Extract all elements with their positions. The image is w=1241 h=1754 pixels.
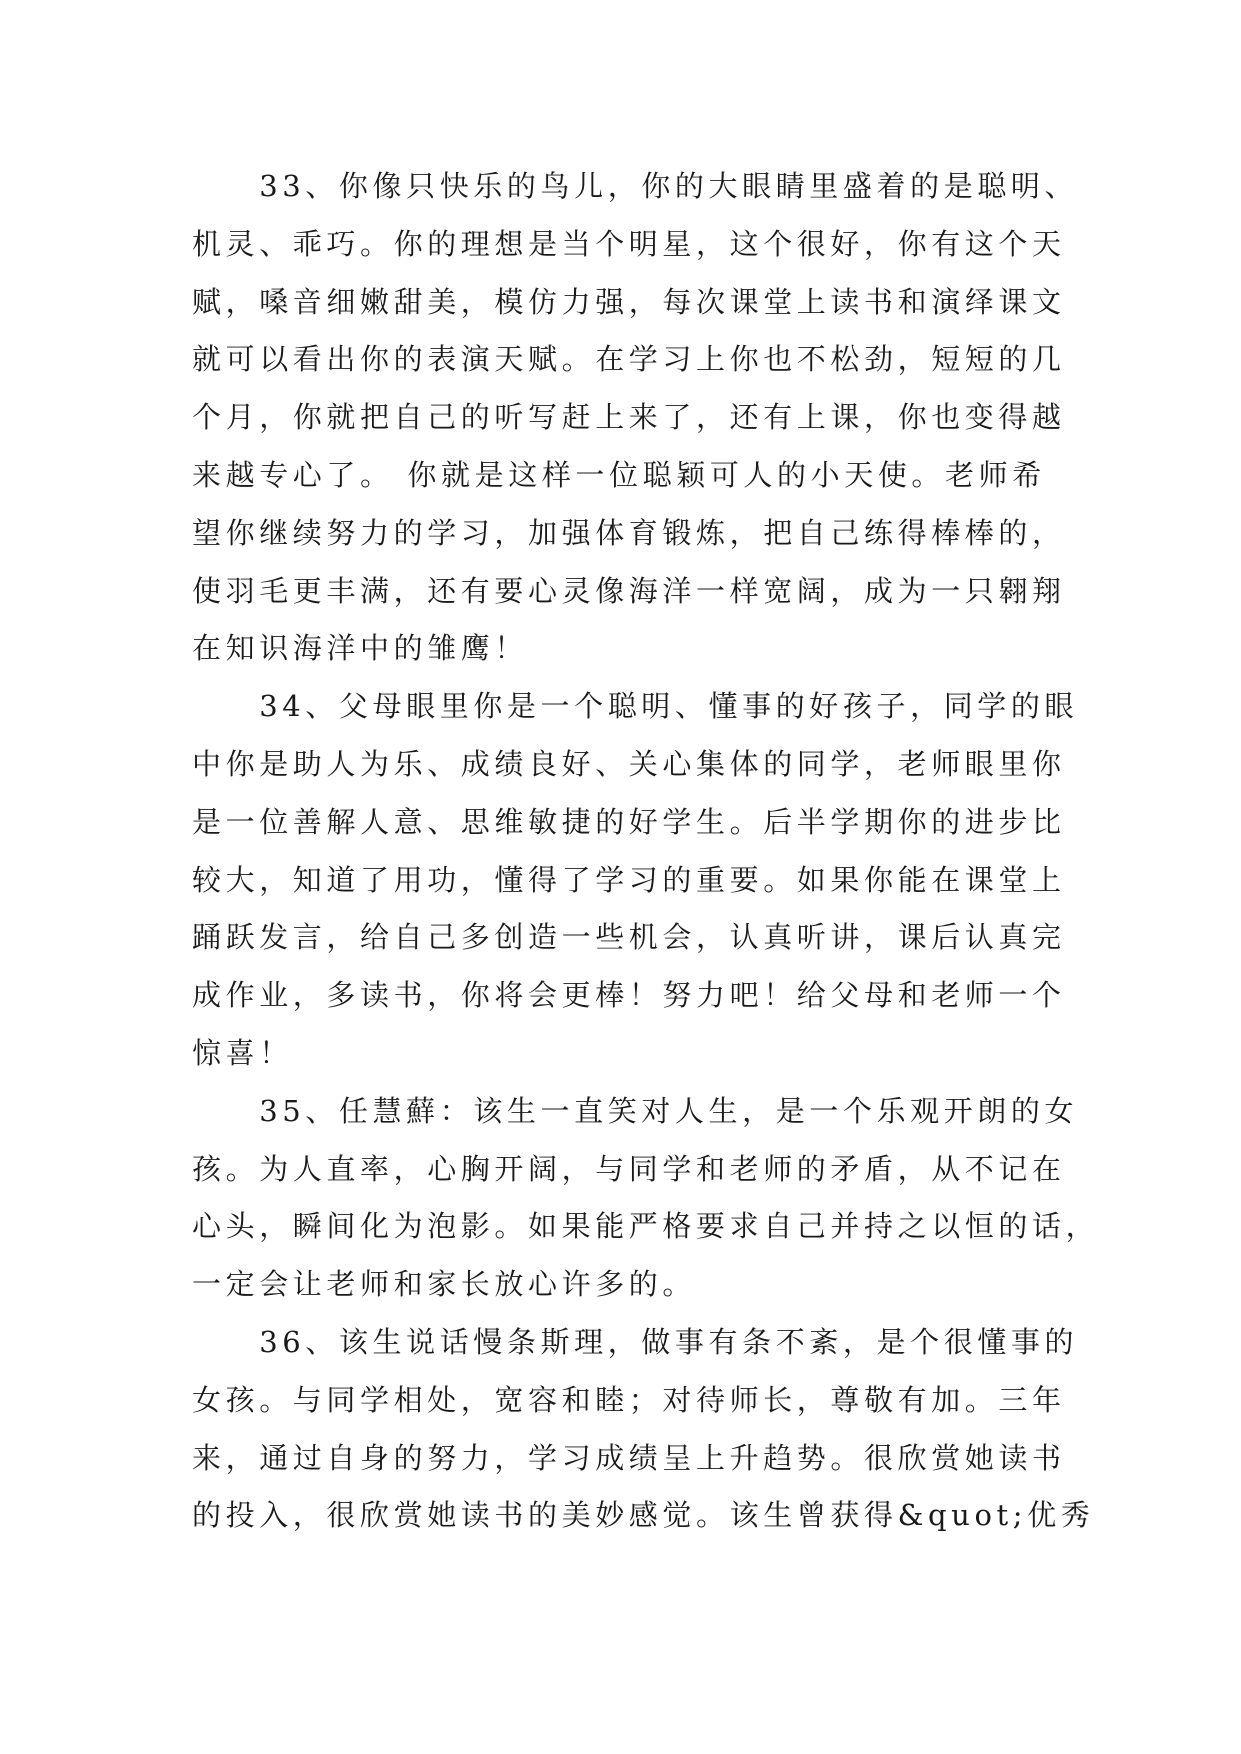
paragraph-33: [192, 158, 1079, 678]
text-line: 惊喜！: [192, 1035, 293, 1070]
text-line: 赋，嗓音细嫩甜美，模仿力强，每次课堂上读书和演绎课文: [192, 284, 1066, 319]
text-line: 33、你像只快乐的鸟儿，你的大眼睛里盛着的是聪明、: [192, 169, 1079, 203]
text-line: 孩。为人直率，心胸开阔，与同学和老师的矛盾，从不记在: [192, 1151, 1066, 1186]
text-line: 心头，瞬间化为泡影。如果能严格要求自己并持之以恒的话，: [192, 1209, 1100, 1244]
paragraph-36: [192, 1314, 1095, 1545]
text-line: 34、父母眼里你是一个聪明、懂事的好孩子，同学的眼: [192, 689, 1079, 724]
text-line: 成作业，多读书，你将会更棒！努力吧！给父母和老师一个: [192, 978, 1066, 1013]
text-line: 就可以看出你的表演天赋。在学习上你也不松劲，短短的几: [192, 342, 1066, 377]
paragraph-34: [192, 678, 1079, 1083]
text-line: 踊跃发言，给自己多创造一些机会，认真听讲，课后认真完: [192, 920, 1066, 955]
text-line: 较大，知道了用功，懂得了学习的重要。如果你能在课堂上: [192, 862, 1066, 897]
text-line: 来，通过自身的努力，学习成绩呈上升趋势。很欣赏她读书: [192, 1440, 1066, 1475]
paragraph-35: [192, 1083, 1100, 1314]
text-line: 个月，你就把自己的听写赶上来了，还有上课，你也变得越: [192, 400, 1066, 435]
text-line: 35、任慧蘚：该生一直笑对人生，是一个乐观开朗的女: [192, 1093, 1079, 1128]
text-line: 机灵、乖巧。你的理想是当个明星，这个很好，你有这个天: [192, 226, 1066, 261]
text-line: 来越专心了。 你就是这样一位聪颖可人的小天使。老师希: [192, 457, 1046, 492]
text-line: 女孩。与同学相处，宽容和睦；对待师长，尊敬有加。三年: [192, 1382, 1066, 1417]
text-line: 望你继续努力的学习，加强体育锻炼，把自己练得棒棒的，: [192, 515, 1066, 550]
text-line: 中你是助人为乐、成绩良好、关心集体的同学，老师眼里你: [192, 746, 1066, 781]
text-line: 36、该生说话慢条斯理，做事有条不紊，是个很懂事的: [192, 1324, 1079, 1359]
text-line: 的投入，很欣赏她读书的美妙感觉。该生曾获得&quot;优秀: [192, 1498, 1095, 1533]
text-line: 使羽毛更丰满，还有要心灵像海洋一样宽阔，成为一只翱翔: [192, 573, 1066, 608]
text-line: 在知识海洋中的雏鹰！: [192, 631, 529, 666]
text-line: 是一位善解人意、思维敏捷的好学生。后半学期你的进步比: [192, 804, 1066, 839]
text-line: 一定会让老师和家长放心许多的。: [192, 1267, 697, 1302]
body-text: [192, 158, 1100, 1545]
